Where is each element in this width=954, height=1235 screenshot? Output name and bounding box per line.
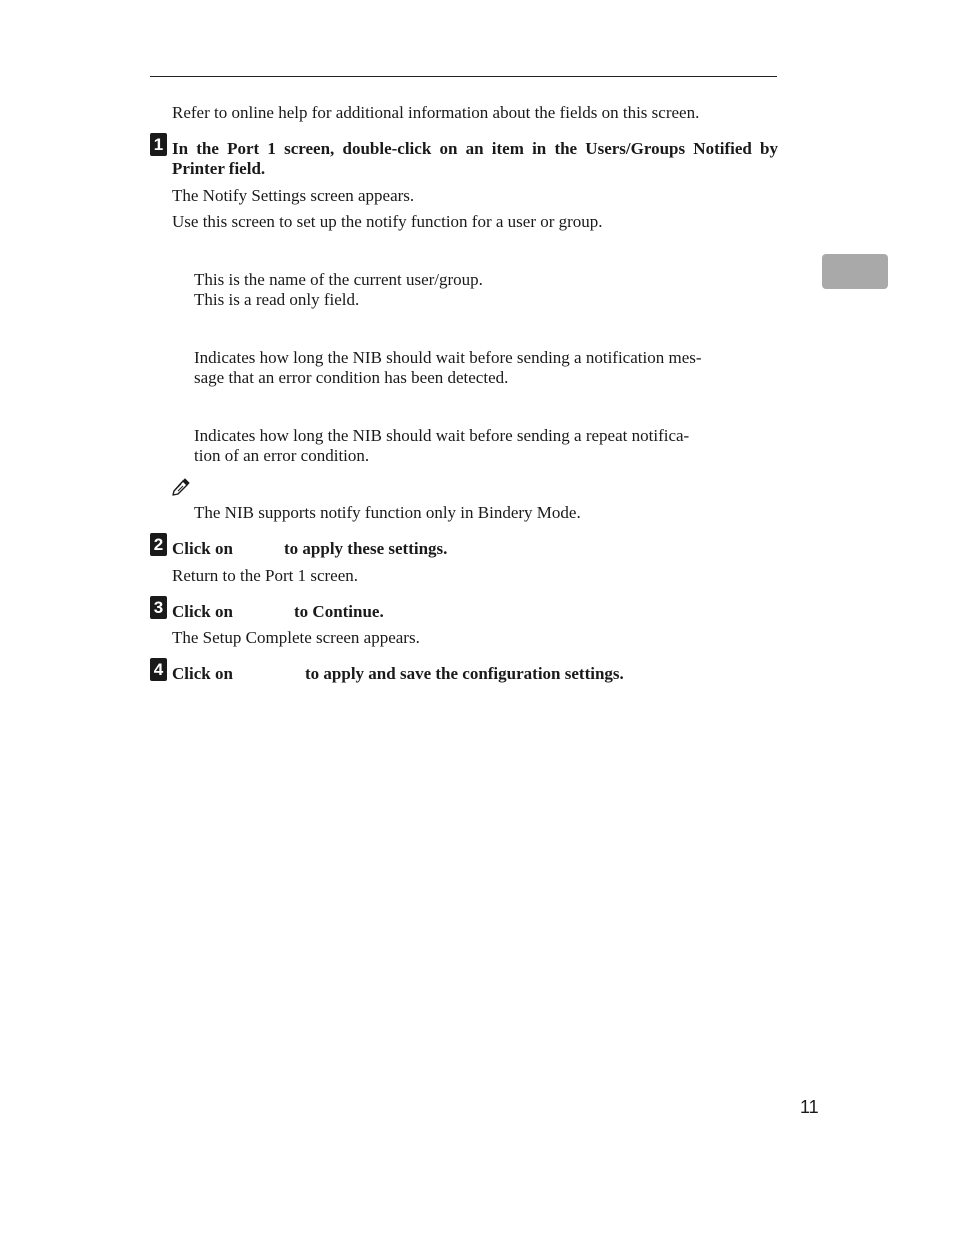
step-3-instruction: to Continue.	[294, 602, 384, 621]
step-1-description: Use this screen to set up the notify function for a user or group.	[172, 212, 603, 231]
step-2-number: 2	[150, 533, 167, 556]
step-2-result: Return to the Port 1 screen.	[172, 566, 359, 585]
step-4-number: 4	[150, 658, 167, 681]
field-3-line-1: Indicates how long the NIB should wait before sending a repeat notifica-	[194, 426, 690, 445]
step-2-click-prefix: Click on	[172, 539, 233, 558]
chapter-tab	[822, 254, 888, 289]
step-4-instruction: to apply and save the configuration settings.	[305, 664, 624, 683]
step-3-click-prefix: Click on	[172, 602, 233, 621]
field-3-line-2: tion of an error condition.	[194, 446, 370, 465]
step-4-click-prefix: Click on	[172, 664, 233, 683]
header-rule	[150, 76, 777, 77]
note-text: The NIB supports notify function only in Bindery Mode.	[194, 503, 581, 522]
field-2-line-2: sage that an error condition has been detected.	[194, 368, 509, 387]
field-1-line-1: This is the name of the current user/group.	[194, 270, 483, 289]
pencil-note-icon	[172, 478, 190, 496]
step-1-number: 1	[150, 133, 167, 156]
page-number: 11	[800, 1097, 819, 1117]
step-1-instruction: In the Port 1 screen, double-click on an item in the Users/Groups Notified by Printer field.	[172, 139, 778, 178]
field-1-line-2: This is a read only field.	[194, 290, 360, 309]
intro-text: Refer to online help for additional information about the fields on this screen.	[172, 103, 700, 122]
field-2-line-1: Indicates how long the NIB should wait before sending a notification mes-	[194, 348, 702, 367]
step-1-result: The Notify Settings screen appears.	[172, 186, 415, 205]
step-3-number: 3	[150, 596, 167, 619]
step-2-instruction: to apply these settings.	[284, 539, 448, 558]
step-3-result: The Setup Complete screen appears.	[172, 628, 420, 647]
